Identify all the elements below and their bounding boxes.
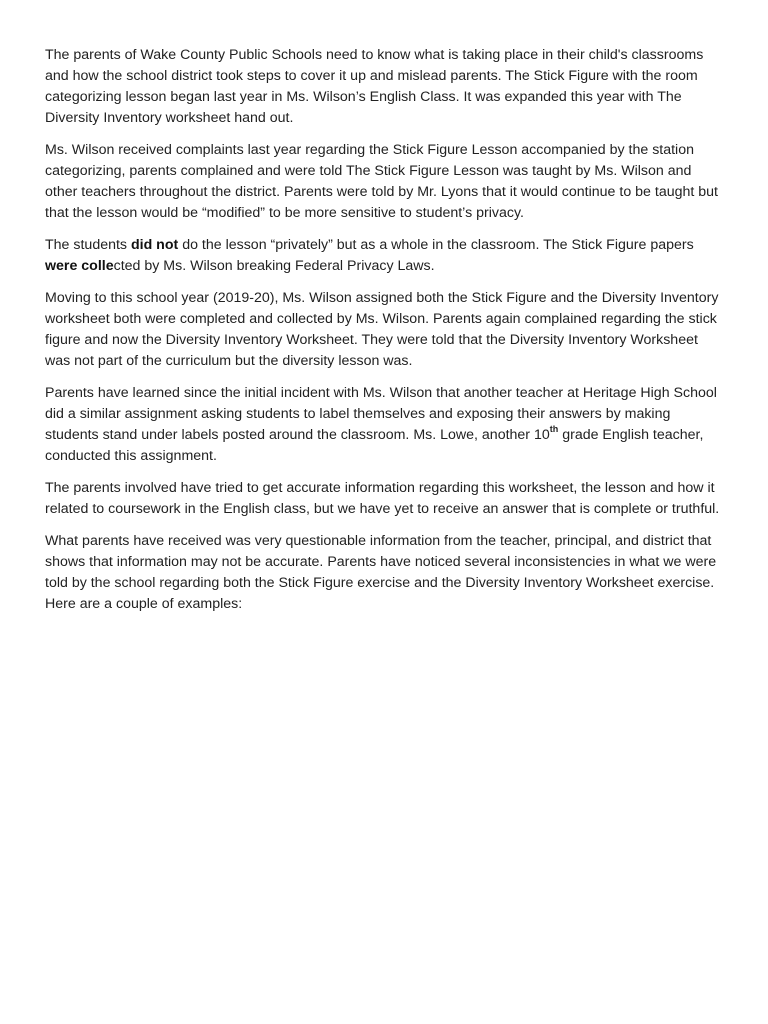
- heritage-text-start: Parents have learned since the initial incident with Ms. Wilson that another teacher at Heritage High School did a similar assignment asking students to label themselves and exposing their answers by making students stand under labels posted around the classroom. Ms. Lowe, another 10: [45, 385, 717, 443]
- heritage-text-end: grade English teacher, conducted this assignment.: [45, 427, 704, 464]
- ordinal-superscript: th: [549, 424, 559, 435]
- paragraph-privacy: [45, 235, 725, 277]
- privacy-text-end: cted by Ms. Wilson breaking Federal Privacy Laws.: [113, 258, 435, 274]
- paragraph-inconsistencies: What parents have received was very questionable information from the teacher, principal, and district that shows that information may not be accurate. Parents have noticed several inconsistencies in what we were told by the school regarding both the Stick Figure exercise and the Diversity Inventory Worksheet exercise. Here are a couple of examples:: [45, 533, 717, 612]
- privacy-text-start: The students: [45, 237, 131, 253]
- privacy-text-middle: do the lesson “privately” but as a whole in the classroom. The Stick Figure papers: [178, 237, 694, 253]
- paragraph-complaints: Ms. Wilson received complaints last year regarding the Stick Figure Lesson accompanied by the station categorizing, parents complained and were told The Stick Figure Lesson was taught by Ms. Wilson and other teachers throughout the district. Parents were told by Mr. Lyons that it would continue to be taught but that the lesson would be “modified” to be more sensitive to student’s privacy.: [45, 142, 718, 221]
- paragraph-school-year: Moving to this school year (2019-20), Ms. Wilson assigned both the Stick Figure and the Diversity Inventory worksheet both were completed and collected by Ms. Wilson. Parents again complained regarding the stick figure and now the Diversity Inventory Worksheet. They were told that the Diversity Inventory Worksheet was not part of the curriculum but the diversity lesson was.: [45, 290, 719, 369]
- paragraph-heritage-high: [45, 383, 725, 467]
- paragraph-intro: The parents of Wake County Public Schools need to know what is taking place in their child's classrooms and how the school district took steps to cover it up and mislead parents. The Stick Figure with the room categorizing lesson began last year in Ms. Wilson’s English Class. It was expanded this year with The Diversity Inventory worksheet hand out.: [45, 47, 704, 126]
- privacy-bold-did-not: did not: [130, 237, 179, 253]
- paragraph-accurate-info: The parents involved have tried to get accurate information regarding this worksheet, the lesson and how it related to coursework in the English class, but we have yet to receive an answer that is complete or truthful.: [45, 480, 720, 517]
- document-page: [45, 45, 725, 626]
- privacy-bold-were-colle: were colle: [45, 258, 114, 274]
